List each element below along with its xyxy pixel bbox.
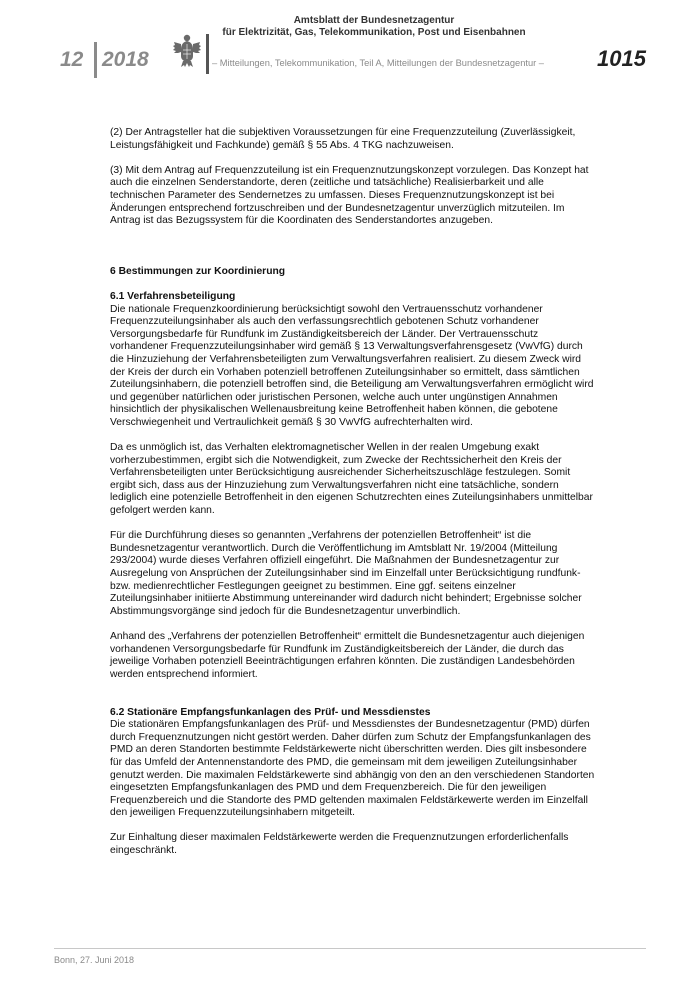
masthead-title [216,15,532,39]
heading-section-6-2: 6.2 Stationäre Empfangsfunkanlagen des Prüf- und Messdienstes [110,706,431,718]
federal-eagle-icon [172,32,202,68]
paragraph-6-1-b: Da es unmöglich ist, das Verhalten elektromagnetischer Wellen in der realen Umgebung exakt vorherzubestimmen, ergibt sich die Notwendigkeit, zum Zwecke der Rechtssicherheit den Kreis der Verfahrensbeteiligten unter Berücksichtigung ausreichender Sicherheitszuschläge festzulegen. Somit ergibt sich, dass aus der Hinzuziehung zum Verwaltungsverfahren nicht eine tatsächliche, sondern lediglich eine potenzielle Betroffenheit in den eigenen Schutzrechten eines Zuteilungsinhabers unmittelbar gefolgert werden kann. [110,442,593,517]
issue-year: 2018 [102,48,149,71]
footer-divider [54,948,646,949]
document-body [110,127,596,858]
issue-divider [94,42,97,78]
paragraph-6-2-a: Die stationären Empfangsfunkanlagen des Prüf- und Messdienstes der Bundesnetzagentur (PMD) dürfen durch Frequenznutzungen nicht gestört werden. Daher dürfen zum Schutz der Empfangsfunkanlagen des PMD an deren Standorten bestimmte Feldstärkewerte nicht überschritten werden. Dies gilt insbesondere für das Umfeld der Antennenstandorte des PMD, die gemeinsam mit dem jeweiligen Zuteilungsinhaber genutzt werden. Die maximalen Feldstärkewerte sind abhängig von den an den verschiedenen Standorten eingesetzten Empfangsfunkanlagen des PMD und dem Frequenzbereich. Die für den jeweiligen Frequenzbereich und die Standorte des PMD geltenden maximalen Feldstärkewerte werden im Einzelfall den jeweiligen Frequenzzuteilungsinhabern mitgeteilt. [110,719,595,819]
heading-section-6-1: 6.1 Verfahrensbeteiligung [110,290,236,302]
issue-number: 12 [60,48,84,71]
footer-date: Bonn, 27. Juni 2018 [54,955,135,965]
paragraph-6-1-a: Die nationale Frequenzkoordinierung berücksichtigt sowohl den Vertrauensschutz vorhandener Frequenzzuteilungsinhaber als auch den verfassungsrechtlich gebotenen Schutz vorhandener Versorgungsbedarfe für Rundfunk im Zuständigkeitsbereich der Länder. Der Vertrauensschutz vorhandener Frequenzzuteilungsinhaber wird gemäß § 13 Verwaltungsverfahrensgesetz (VwVfG) durch die Hinzuziehung der Verfahrensbeteiligten zum Verwaltungsverfahren realisiert. Zu diesem Zweck wird der Kreis der durch ein Vorhaben potenziell betroffenen Zuteilungsinhaber so ermittelt, dass sämtlichen Zuteilungsinhabern, die potenziell betroffen sind, die Beteiligung am Verwaltungsverfahren ermöglicht wird und gegenüber natürlichen oder juristischen Personen, welche auch unter ungünstigen Annahmen hinsichtlich der physikalischen Wellenausbreitung keine Betroffenheit haben können, die gebotene Verschwiegenheit und Vertraulichkeit gemäß § 30 VwVfG aufrechterhalten wird. [110,303,594,428]
paragraph-6-2-b: Zur Einhaltung dieser maximalen Feldstärkewerte werden die Frequenznutzungen erforderlichenfalls eingeschränkt. [110,832,569,857]
header-divider [206,34,209,74]
paragraph-6-1-c: Für die Durchführung dieses so genannten „Verfahrens der potenziellen Betroffenheit“ ist die Bundesnetzagentur verantwortlich. Durch die Veröffentlichung im Amtsblatt Nr. 19/2004 (Mitteilung 293/2004) wurde dieses Verfahren offiziell eingeführt. Die Maßnahmen der Bundesnetzagentur zur Ausregelung von Ansprüchen der Zuteilungsinhaber sind im Einzelfall unter Berücksichtigung rundfunk- bzw. medienrechtlicher Festlegungen geeignet zu bestimmen. Eine ggf. seitens einzelner Zuteilungsinhaber initiierte Abstimmung untereinander wird dadurch nicht behindert; Ergebnisse solcher Abstimmungsvorgänge sind jedoch für die Bundesnetzagentur unverbindlich. [110,530,582,617]
paragraph-6-1-d: Anhand des „Verfahrens der potenziellen Betroffenheit“ ermittelt die Bundesnetzagentur auch diejenigen vorhandenen Versorgungsbedarfe für Rundfunk im Zuständigkeitsbereich der Länder, die durch das jeweilige Vorhaben potenziell Beeinträchtigungen erfahren könnten. Die zuständigen Landesbehörden werden entsprechend informiert. [110,630,585,680]
heading-section-6: 6 Bestimmungen zur Koordinierung [110,265,286,277]
paragraph-2: (2) Der Antragsteller hat die subjektiven Voraussetzungen für eine Frequenzzuteilung (Zuverlässigkeit, Leistungsfähigkeit und Fachkunde) gemäß § 55 Abs. 4 TKG nachzuweisen. [110,127,576,151]
masthead-title-line1: Amtsblatt der Bundesnetzagentur [293,15,455,26]
masthead-subtitle: – Mitteilungen, Telekommunikation, Teil A, Mitteilungen der Bundesnetzagentur – [212,58,544,68]
paragraph-3: (3) Mit dem Antrag auf Frequenzzuteilung ist ein Frequenznutzungskonzept vorzulegen. Das Konzept hat auch die einzelnen Senderstandorte, deren (zeitliche und tatsächliche) Realisierbarkeit und alle technischen Parameter des Sendernetzes zu umfassen. Dieses Frequenznutzungskonzept ist bei Änderungen entsprechend fortzuschreiben und der Bundesnetzagentur unverzüglich mitzuteilen. Im Antrag ist das Bezugssystem für die Koordinaten des Senderstandortes anzugeben. [110,164,589,227]
masthead-title-line2: für Elektrizität, Gas, Telekommunikation, Post und Eisenbahnen [222,27,526,38]
page-number: 1015 [597,46,646,71]
